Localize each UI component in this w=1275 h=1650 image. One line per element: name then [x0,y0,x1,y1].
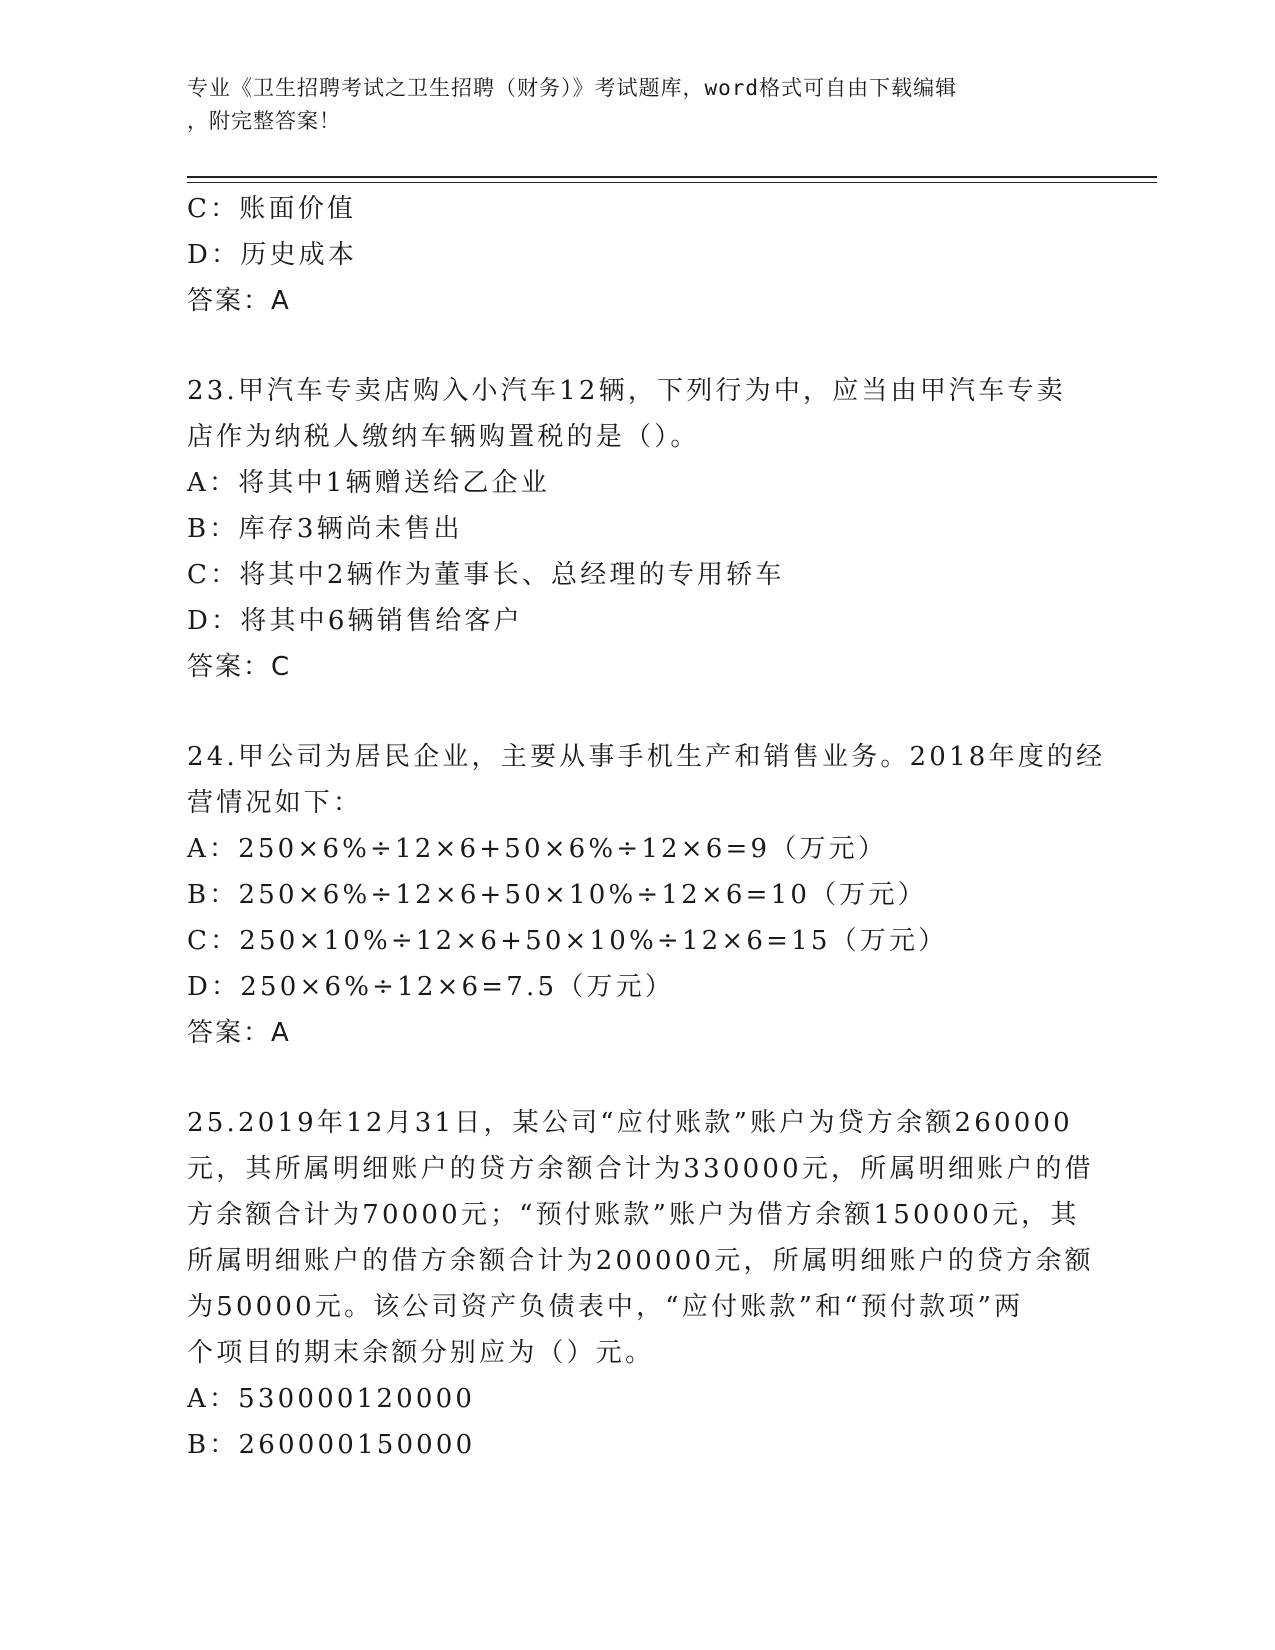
option-b: B：260000150000 [187,1430,476,1460]
question-list [187,186,1106,1468]
header-divider [187,176,1157,178]
document-header [187,72,1087,138]
option-b: B：库存3辆尚未售出 [187,514,463,544]
option-b: B：250×6%÷12×6+50×10%÷12×6=10（万元） [187,880,927,910]
answer: 答案：A [187,1018,291,1048]
option-d: D：将其中6辆销售给客户 [187,606,523,636]
option-a: A：将其中1辆赠送给乙企业 [187,468,550,498]
question-stem: 店作为纳税人缴纳车辆购置税的是（）。 [187,422,700,452]
question-25 [187,1100,1094,1468]
header-line: 专业《卫生招聘考试之卫生招聘（财务）》考试题库，word格式可自由下载编辑 [187,76,958,100]
option-c: C：将其中2辆作为董事长、总经理的专用轿车 [187,560,785,590]
option-d: D：250×6%÷12×6=7.5（万元） [187,972,675,1002]
option-a: A：250×6%÷12×6+50×6%÷12×6=9（万元） [187,834,888,864]
question-stem: 个项目的期末余额分别应为（）元。 [187,1338,655,1368]
option-d: D：历史成本 [187,240,358,270]
answer: 答案：A [187,286,291,316]
header-line: ，附完整答案！ [187,109,341,133]
question-24 [187,734,1106,1056]
question-stem: 25.2019年12月31日，某公司“应付账款”账户为贷方余额260000 [187,1108,1073,1138]
option-c: C：账面价值 [187,194,357,224]
question-stem: 营情况如下： [187,788,363,818]
answer: 答案：C [187,652,292,682]
question-stem: 为50000元。该公司资产负债表中，“应付账款”和“预付款项”两 [187,1292,1024,1322]
question-22-tail [187,186,1087,324]
question-stem: 24.甲公司为居民企业，主要从事手机生产和销售业务。2018年度的经 [187,742,1106,772]
question-stem: 元，其所属明细账户的贷方余额合计为330000元，所属明细账户的借 [187,1154,1094,1184]
question-stem: 23.甲汽车专卖店购入小汽车12辆，下列行为中，应当由甲汽车专卖 [187,376,1066,406]
option-c: C：250×10%÷12×6+50×10%÷12×6=15（万元） [187,926,948,956]
option-a: A：530000120000 [187,1384,476,1414]
question-stem: 方余额合计为70000元；“预付账款”账户为借方余额150000元，其 [187,1200,1080,1230]
header-divider [187,182,1157,183]
question-23 [187,368,1087,690]
question-stem: 所属明细账户的借方余额合计为200000元，所属明细账户的贷方余额 [187,1246,1094,1276]
